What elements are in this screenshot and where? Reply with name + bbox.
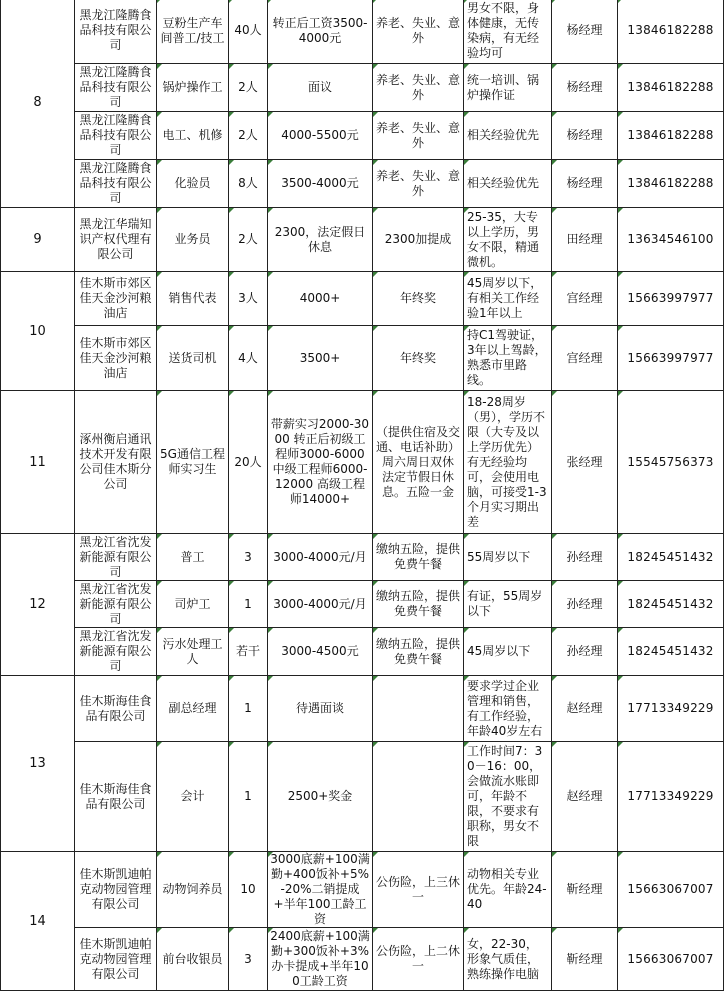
company-cell: 佳木斯海佳食品有限公司 — [75, 676, 157, 742]
table-row — [1, 0, 724, 64]
benefits-cell: 养老、失业、意外 — [373, 64, 464, 112]
requirements-cell: 25-35，大专以上学历，男女不限，精通微机。 — [464, 208, 552, 272]
benefits-cell: 公伤险，上二休一 — [373, 928, 464, 991]
phone-cell: 18245451432 — [618, 534, 724, 581]
contact-cell: 靳经理 — [552, 852, 618, 928]
position-cell: 业务员 — [157, 208, 229, 272]
serial-number-cell: 13 — [1, 676, 75, 852]
headcount-cell: 1 — [229, 581, 268, 628]
company-cell: 黑龙江省沈发新能源有限公司 — [75, 628, 157, 676]
table-row — [1, 928, 724, 991]
table-row — [1, 112, 724, 160]
salary-cell: 3500-4000元 — [268, 160, 373, 208]
phone-cell: 13846182288 — [618, 160, 724, 208]
contact-cell: 赵经理 — [552, 742, 618, 852]
position-cell: 司炉工 — [157, 581, 229, 628]
position-cell: 污水处理工人 — [157, 628, 229, 676]
requirements-cell: 45周岁以下 — [464, 628, 552, 676]
table-row — [1, 534, 724, 581]
phone-cell: 13634546100 — [618, 208, 724, 272]
contact-cell: 赵经理 — [552, 676, 618, 742]
position-cell: 送货司机 — [157, 326, 229, 391]
job-table-body — [1, 0, 724, 991]
serial-number-cell: 9 — [1, 208, 75, 272]
contact-cell: 杨经理 — [552, 0, 618, 64]
phone-cell: 15545756373 — [618, 391, 724, 534]
benefits-cell: 2300加提成 — [373, 208, 464, 272]
requirements-cell: 相关经验优先 — [464, 112, 552, 160]
headcount-cell: 2人 — [229, 64, 268, 112]
salary-cell: 3000-4000元/月 — [268, 581, 373, 628]
position-cell: 电工、机修 — [157, 112, 229, 160]
contact-cell: 宫经理 — [552, 326, 618, 391]
contact-cell: 杨经理 — [552, 112, 618, 160]
company-cell: 黑龙江华瑞知识产权代理有限公司 — [75, 208, 157, 272]
company-cell: 黑龙江隆腾食品科技有限公司 — [75, 112, 157, 160]
benefits-cell — [373, 676, 464, 742]
phone-cell: 18245451432 — [618, 628, 724, 676]
salary-cell: 4000+ — [268, 272, 373, 326]
table-row — [1, 272, 724, 326]
headcount-cell: 3 — [229, 534, 268, 581]
headcount-cell: 20人 — [229, 391, 268, 534]
requirements-cell: 18-28周岁（男），学历不限（大专及以上学历优先）有无经验均可，会使用电脑，可接受1-3个月实习期出差 — [464, 391, 552, 534]
position-cell: 前台收银员 — [157, 928, 229, 991]
salary-cell: 面议 — [268, 64, 373, 112]
headcount-cell: 3人 — [229, 272, 268, 326]
salary-cell: 待遇面谈 — [268, 676, 373, 742]
position-cell: 会计 — [157, 742, 229, 852]
phone-cell: 17713349229 — [618, 676, 724, 742]
requirements-cell: 工作时间7：30－16：00，会做流水账即可，年龄不限，不要求有职称，男女不限 — [464, 742, 552, 852]
phone-cell: 15663997977 — [618, 326, 724, 391]
requirements-cell: 45周岁以下，有相关工作经验1年以上 — [464, 272, 552, 326]
position-cell: 5G通信工程师实习生 — [157, 391, 229, 534]
company-cell: 黑龙江隆腾食品科技有限公司 — [75, 160, 157, 208]
phone-cell: 13846182288 — [618, 112, 724, 160]
benefits-cell: （提供住宿及交通、电话补助）周六周日双休 法定节假日休息。五险一金 — [373, 391, 464, 534]
table-row — [1, 208, 724, 272]
position-cell: 普工 — [157, 534, 229, 581]
headcount-cell: 2人 — [229, 208, 268, 272]
requirements-cell: 女，22-30，形象气质佳，熟练操作电脑 — [464, 928, 552, 991]
table-row — [1, 64, 724, 112]
company-cell: 佳木斯凯迪帕克动物园管理有限公司 — [75, 852, 157, 928]
requirements-cell: 持C1驾驶证，3年以上驾龄，熟悉市里路线。 — [464, 326, 552, 391]
requirements-cell: 统一培训、锅炉操作证 — [464, 64, 552, 112]
contact-cell: 田经理 — [552, 208, 618, 272]
salary-cell: 3000底薪+100满勤+400饭补+5%-20%二销提成+半年100工龄工资 — [268, 852, 373, 928]
salary-cell: 带薪实习2000-3000 转正后初级工程师3000-6000 中级工程师6000-12000 高级工程师14000+ — [268, 391, 373, 534]
requirements-cell: 相关经验优先 — [464, 160, 552, 208]
company-cell: 黑龙江省沈发新能源有限公司 — [75, 534, 157, 581]
serial-number-cell: 11 — [1, 391, 75, 534]
position-cell: 销售代表 — [157, 272, 229, 326]
table-row — [1, 160, 724, 208]
benefits-cell: 养老、失业、意外 — [373, 112, 464, 160]
position-cell: 化验员 — [157, 160, 229, 208]
benefits-cell: 缴纳五险，提供免费午餐 — [373, 628, 464, 676]
requirements-cell: 有证，55周岁以下 — [464, 581, 552, 628]
benefits-cell — [373, 742, 464, 852]
benefits-cell: 缴纳五险，提供免费午餐 — [373, 581, 464, 628]
contact-cell: 宫经理 — [552, 272, 618, 326]
company-cell: 涿州衡启通讯技术开发有限公司佳木斯分公司 — [75, 391, 157, 534]
table-row — [1, 742, 724, 852]
headcount-cell: 1 — [229, 742, 268, 852]
company-cell: 佳木斯凯迪帕克动物园管理有限公司 — [75, 928, 157, 991]
serial-number-cell: 14 — [1, 852, 75, 991]
table-row — [1, 391, 724, 534]
company-cell: 黑龙江省沈发新能源有限公司 — [75, 581, 157, 628]
company-cell: 黑龙江隆腾食品科技有限公司 — [75, 0, 157, 64]
requirements-cell: 55周岁以下 — [464, 534, 552, 581]
contact-cell: 孙经理 — [552, 581, 618, 628]
requirements-cell: 男女不限，身体健康，无传染病，有无经验均可 — [464, 0, 552, 64]
benefits-cell: 养老、失业、意外 — [373, 160, 464, 208]
headcount-cell: 1 — [229, 676, 268, 742]
contact-cell: 靳经理 — [552, 928, 618, 991]
company-cell: 佳木斯市郊区佳天金沙河粮油店 — [75, 326, 157, 391]
benefits-cell: 公伤险，上三休一 — [373, 852, 464, 928]
headcount-cell: 2人 — [229, 112, 268, 160]
serial-number-cell: 8 — [1, 0, 75, 208]
benefits-cell: 养老、失业、意外 — [373, 0, 464, 64]
salary-cell: 2300，法定假日休息 — [268, 208, 373, 272]
position-cell: 动物饲养员 — [157, 852, 229, 928]
headcount-cell: 若干 — [229, 628, 268, 676]
company-cell: 佳木斯海佳食品有限公司 — [75, 742, 157, 852]
company-cell: 黑龙江隆腾食品科技有限公司 — [75, 64, 157, 112]
table-row — [1, 852, 724, 928]
position-cell: 豆粉生产车间普工/技工 — [157, 0, 229, 64]
table-row — [1, 676, 724, 742]
serial-number-cell: 10 — [1, 272, 75, 391]
salary-cell: 3000-4500元 — [268, 628, 373, 676]
table-row — [1, 326, 724, 391]
headcount-cell: 4人 — [229, 326, 268, 391]
salary-cell: 2500+奖金 — [268, 742, 373, 852]
phone-cell: 13846182288 — [618, 0, 724, 64]
contact-cell: 杨经理 — [552, 160, 618, 208]
position-cell: 锅炉操作工 — [157, 64, 229, 112]
position-cell: 副总经理 — [157, 676, 229, 742]
table-row — [1, 628, 724, 676]
headcount-cell: 40人 — [229, 0, 268, 64]
requirements-cell: 动物相关专业优先。年龄24-40 — [464, 852, 552, 928]
headcount-cell: 3 — [229, 928, 268, 991]
phone-cell: 17713349229 — [618, 742, 724, 852]
salary-cell: 3500+ — [268, 326, 373, 391]
benefits-cell: 缴纳五险，提供免费午餐 — [373, 534, 464, 581]
phone-cell: 18245451432 — [618, 581, 724, 628]
contact-cell: 张经理 — [552, 391, 618, 534]
contact-cell: 孙经理 — [552, 628, 618, 676]
benefits-cell: 年终奖 — [373, 272, 464, 326]
benefits-cell: 年终奖 — [373, 326, 464, 391]
headcount-cell: 10 — [229, 852, 268, 928]
headcount-cell: 8人 — [229, 160, 268, 208]
salary-cell: 3000-4000元/月 — [268, 534, 373, 581]
table-row — [1, 581, 724, 628]
serial-number-cell: 12 — [1, 534, 75, 676]
company-cell: 佳木斯市郊区佳天金沙河粮油店 — [75, 272, 157, 326]
salary-cell: 2400底薪+100满勤+300饭补+3%办卡提成+半年100工龄工资 — [268, 928, 373, 991]
phone-cell: 15663997977 — [618, 272, 724, 326]
salary-cell: 4000-5500元 — [268, 112, 373, 160]
salary-cell: 转正后工资3500-4000元 — [268, 0, 373, 64]
contact-cell: 杨经理 — [552, 64, 618, 112]
contact-cell: 孙经理 — [552, 534, 618, 581]
phone-cell: 13846182288 — [618, 64, 724, 112]
phone-cell: 15663067007 — [618, 852, 724, 928]
requirements-cell: 要求学过企业管理和销售，有工作经验，年龄40岁左右 — [464, 676, 552, 742]
phone-cell: 15663067007 — [618, 928, 724, 991]
